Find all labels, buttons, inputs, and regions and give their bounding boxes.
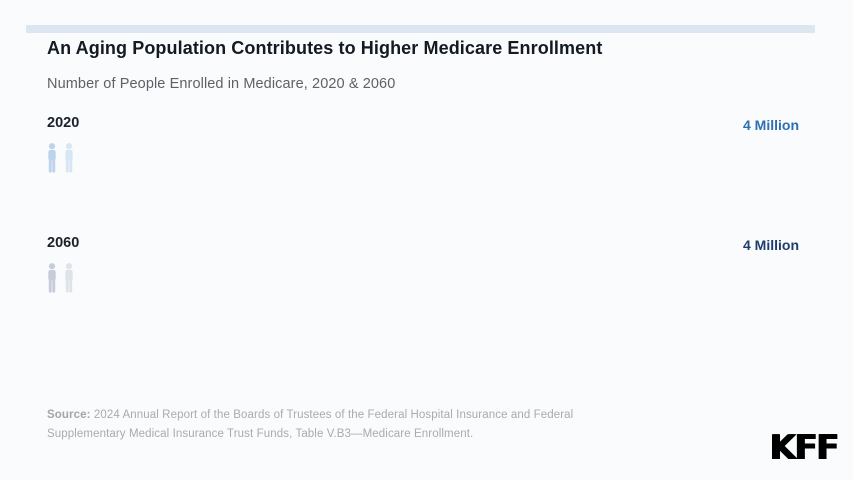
chart-title: An Aging Population Contributes to Higher Medicare Enrollment — [47, 38, 603, 58]
row-year-label: 2060 — [47, 235, 80, 251]
row-icons — [47, 143, 74, 173]
source-label: Source: — [47, 409, 91, 421]
person-icon — [64, 143, 74, 173]
row-value-label: 4 Million — [743, 237, 799, 253]
source-text-line2: Supplementary Medical Insurance Trust Funds, Table V.B3—Medicare Enrollment. — [47, 427, 474, 440]
accent-bar — [26, 25, 815, 33]
person-icon — [47, 143, 57, 173]
row-icons — [47, 263, 74, 293]
person-icon — [47, 263, 57, 293]
kff-logo: KFF — [769, 428, 838, 468]
row-value-label: 4 Million — [743, 117, 799, 133]
chart-subtitle: Number of People Enrolled in Medicare, 2020 & 2060 — [47, 76, 396, 92]
person-icon — [64, 263, 74, 293]
row-year-label: 2020 — [47, 115, 80, 131]
source-note — [47, 406, 647, 443]
source-text-line1: 2024 Annual Report of the Boards of Trustees of the Federal Hospital Insurance and Federal — [90, 409, 574, 421]
